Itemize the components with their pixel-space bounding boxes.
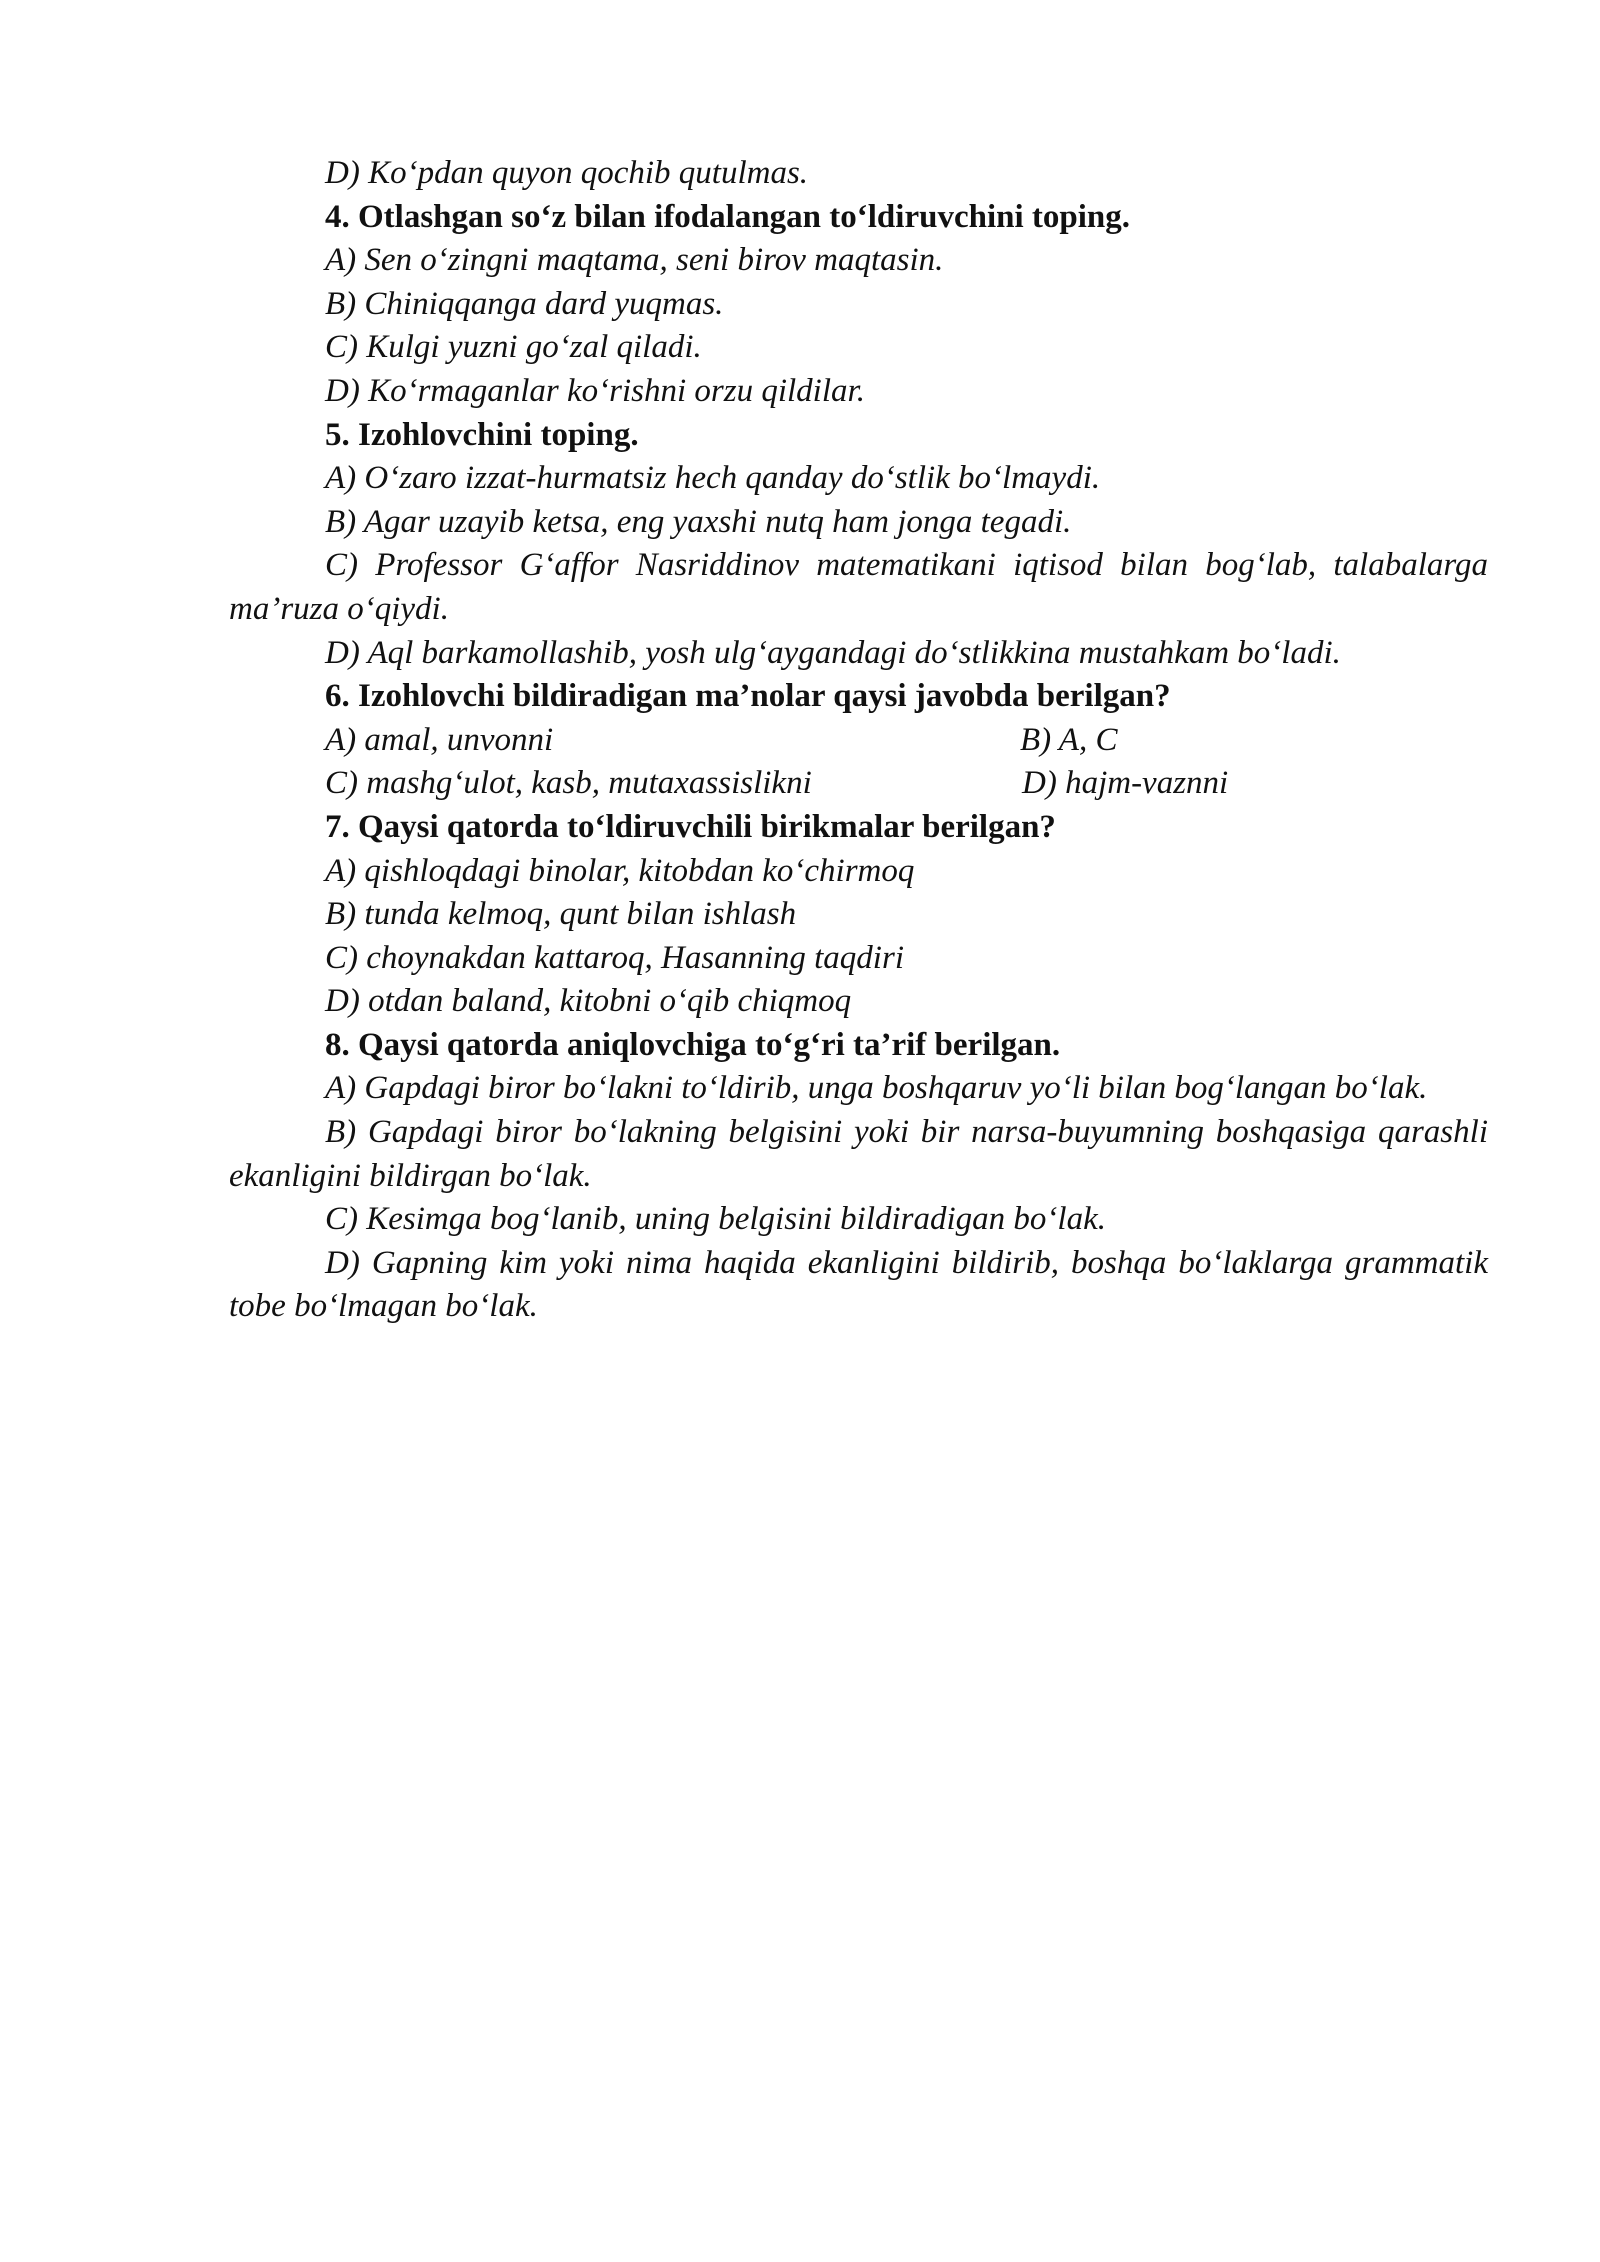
answer-line: D) Ko‘pdan quyon qochib qutulmas.	[325, 155, 809, 191]
answer-4b: B) Chiniqqanga dard yuqmas.	[325, 285, 724, 322]
answer-7c: C) choynakdan kattaroq, Hasanning taqdiri	[325, 939, 904, 976]
answer-6d: D) hajm-vaznni	[1022, 765, 1229, 802]
answer-8d: D) Gapning kim yoki nima haqida ekanligini bildirib, boshqa bo‘laklarga grammatik tobe bo‘lmagan bo‘lak.	[229, 1244, 1488, 1325]
question-4: 4. Otlashgan so‘z bilan ifodalangan to‘ldiruvchini toping.	[325, 198, 1131, 235]
answer-5d: D) Aql barkamollashib, yosh ulg‘aygandagi do‘stlikkina mustahkam bo‘ladi.	[325, 634, 1341, 671]
answer-6b: B) A, C	[1020, 721, 1118, 758]
question-5: 5. Izohlovchini toping.	[325, 416, 639, 453]
answer-7a: A) qishloqdagi binolar, kitobdan ko‘chirmoq	[325, 852, 915, 889]
answer-6c: C) mashg‘ulot, kasb, mutaxassislikni	[325, 765, 812, 802]
answer-8a: A) Gapdagi biror bo‘lakni to‘ldirib, unga boshqaruv yo‘li bilan bog‘langan bo‘lak.	[325, 1070, 1428, 1107]
answer-8c: C) Kesimga bog‘lanib, uning belgisini bildiradigan bo‘lak.	[325, 1201, 1106, 1238]
answer-5a: A) O‘zaro izzat-hurmatsiz hech qanday do‘stlik bo‘lmaydi.	[325, 460, 1101, 497]
answer-row-6ab	[229, 719, 1488, 763]
answer-5b: B) Agar uzayib ketsa, eng yaxshi nutq ham jonga tegadi.	[325, 503, 1072, 540]
document-page	[229, 152, 1488, 1329]
answer-7d: D) otdan baland, kitobni o‘qib chiqmoq	[325, 983, 852, 1020]
answer-5c: C) Professor G‘affor Nasriddinov matematikani iqtisod bilan bog‘lab, talabalarga ma’ruza o‘qiydi.	[229, 547, 1488, 627]
question-8: 8. Qaysi qatorda aniqlovchiga to‘g‘ri ta’rif berilgan.	[325, 1026, 1061, 1063]
answer-4d: D) Ko‘rmaganlar ko‘rishni orzu qildilar.	[325, 372, 865, 409]
answer-row-6cd	[229, 762, 1488, 806]
answer-4a: A) Sen o‘zingni maqtama, seni birov maqtasin.	[325, 242, 944, 279]
answer-7b: B) tunda kelmoq, qunt bilan ishlash	[325, 896, 797, 933]
answer-6a: A) amal, unvonni	[325, 721, 554, 758]
question-6: 6. Izohlovchi bildiradigan ma’nolar qaysi javobda berilgan?	[325, 678, 1171, 715]
answer-4c: C) Kulgi yuzni go‘zal qiladi.	[325, 329, 702, 366]
answer-8b: B) Gapdagi biror bo‘lakning belgisini yoki bir narsa-buyumning boshqasiga qarashli ekanligini bildirgan bo‘lak.	[229, 1114, 1488, 1194]
question-7: 7. Qaysi qatorda to‘ldiruvchili birikmalar berilgan?	[325, 808, 1056, 845]
